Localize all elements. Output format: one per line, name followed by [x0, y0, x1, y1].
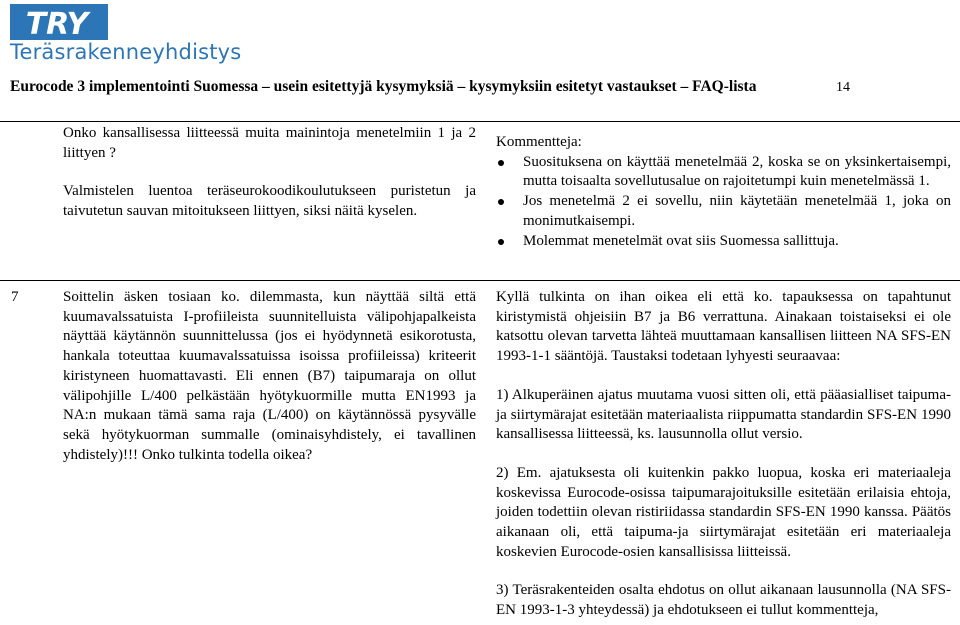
list-item: Molemmat menetelmät ovat siis Suomessa sallittuja.: [496, 232, 951, 252]
answer-cell-2: [496, 288, 951, 621]
question-text: Soittelin äsken tosiaan ko. dilemmasta, kun näyttää siltä että kuumavalssatuista I-profiileista suunnitelluista välipohjapalkeista näyttää käytännön suunnittelussa (jos ei hyödynnetä esikorotusta, hankala toteuttaa kuumavalssatuissa isoissa profiileissa) kriteerit kiristyneen huomattavasti. Eli ennen (B7) taipumaraja on ollut välipohjille L/400 pelkästään hyötykuormille mutta EN1993 ja NA:n mukaan tämä sama raja (L/400) on käytännössä pysyvälle sekä hyötykuorman summalle (ominaisyhdistely, ei tavallinen yhdistely)!!! Onko tulkinta todella oikea?: [63, 289, 476, 463]
answer-paragraph: 3) Teräsrakenteiden osalta ehdotus on ollut aikanaan lausunnolla (NA SFS-EN 1993-1-3 yhteydessä) ja ehdotukseen ei tullut kommentteja,: [496, 582, 951, 619]
list-item: Jos menetelmä 2 ei sovellu, niin käytetään menetelmää 1, joka on monimutkaisempi.: [496, 192, 951, 231]
answer-paragraph: 1) Alkuperäinen ajatus muutama vuosi sitten oli, että pääasialliset taipuma- ja siirtymärajat esitetään materiaalista riippumatta standardin SFS-EN 1990 kansallisessa liitteessä, ks. lausunnolla ollut versio.: [496, 386, 951, 443]
answer-bullet-list: [496, 153, 951, 252]
question-cell-1: [63, 124, 476, 222]
question-text: Valmistelen luentoa teräseurokoodikoulutukseen puristetun ja taivutetun sauvan mitoitukseen liittyen, siksi näitä kyselen.: [63, 183, 476, 220]
answer-paragraph: Kyllä tulkinta on ihan oikea eli että ko. tapauksessa on tapahtunut kiristymistä ohjeisiin B7 ja B6 verrattuna. Ainakaan toistaiseksi ei ole katsottu olevan tarvetta lähteä muuttamaan kansallisen liitteen NA SFS-EN 1993-1-1 sääntöjä. Taustaksi todetaan lyhyesti seuraavaa:: [496, 289, 951, 365]
row-divider: [0, 280, 960, 281]
answer-intro: Kommentteja:: [496, 134, 582, 150]
answer-cell-1: [496, 133, 951, 251]
question-cell-2: [63, 288, 476, 465]
page-number: 14: [836, 80, 850, 95]
header-divider: [0, 121, 960, 122]
question-text: Onko kansallisessa liitteessä muita mainintoja menetelmiin 1 ja 2 liittyen ?: [63, 125, 476, 161]
row-number: 7: [11, 289, 19, 305]
logo: [10, 4, 250, 66]
document-title: Eurocode 3 implementointi Suomessa – usein esitettyjä kysymyksiä – kysymyksiin esitetyt vastaukset – FAQ-lista: [10, 78, 757, 95]
answer-paragraph: 2) Em. ajatuksesta oli kuitenkin pakko luopua, koska eri materiaaleja koskevissa Eurocode-osissa taipumarajoituksille esitetään erilaisia ehtoja, joiden todettiin olevan ristiriidassa standardin SFS-EN 1990 kanssa. Päätös aikanaan oli, että taipuma-ja siirtymärajat esitetään eri materiaaleja koskevien Eurocode-osien kansallisissa liitteissä.: [496, 464, 951, 560]
try-logo-mark-icon: [10, 4, 108, 40]
org-name: Teräsrakenneyhdistys: [10, 40, 242, 64]
list-item: Suosituksena on käyttää menetelmää 2, koska se on yksinkertaisempi, mutta toisaalta sovellutusalue on rajoitetumpi kuin menetelmässä 1.: [496, 153, 951, 192]
logo-text: TRY: [25, 7, 89, 40]
